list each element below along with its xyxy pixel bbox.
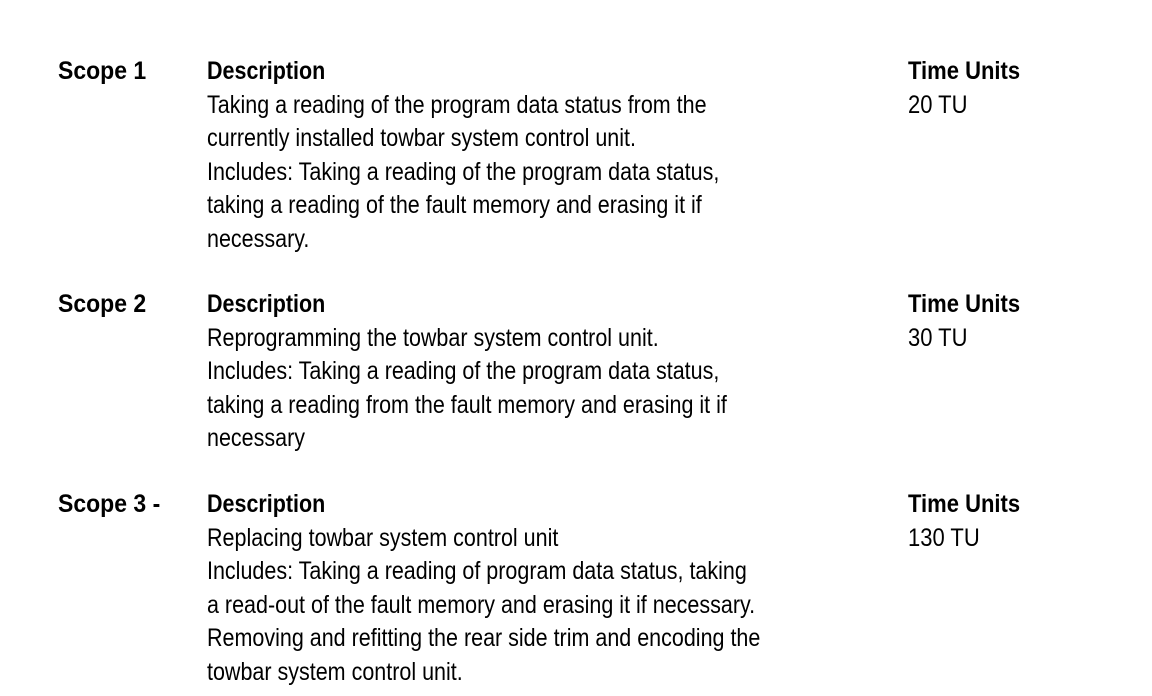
description-line: Taking a reading of the program data status from the: [207, 90, 707, 119]
time-units-column: [908, 288, 1119, 355]
description-heading: Description: [207, 290, 326, 318]
description-line: towbar system control unit.: [207, 657, 463, 686]
description-line: Replacing towbar system control unit: [207, 523, 559, 552]
description-line: Includes: Taking a reading of the program data status,: [207, 157, 720, 186]
time-units-heading: Time Units: [908, 490, 1021, 518]
time-units-value: 130 TU: [908, 523, 980, 552]
time-units-heading: Time Units: [908, 57, 1021, 85]
description-line: taking a reading from the fault memory and erasing it if: [207, 390, 727, 419]
description-line: necessary.: [207, 224, 310, 253]
description-column: [207, 488, 809, 689]
description-line: Includes: Taking a reading of the program data status,: [207, 357, 720, 385]
description-heading: Description: [207, 490, 326, 518]
description-heading: Description: [207, 57, 326, 85]
description-line: Includes: Taking a reading of program data status, taking: [207, 557, 747, 585]
description-column: [207, 288, 809, 456]
time-units-column: [908, 488, 1119, 555]
scope-label: Scope 2: [58, 290, 147, 318]
description-column: [207, 55, 809, 256]
time-units-heading: Time Units: [908, 290, 1021, 318]
time-units-value: 30 TU: [908, 323, 968, 352]
description-line: currently installed towbar system control unit.: [207, 124, 636, 152]
scope-label: Scope 1: [58, 57, 147, 85]
description-line: taking a reading of the fault memory and erasing it if: [207, 191, 702, 219]
description-line: Reprogramming the towbar system control unit.: [207, 323, 659, 352]
scope-label: Scope 3 -: [58, 490, 161, 518]
time-units-value: 20 TU: [908, 90, 968, 119]
time-units-column: [908, 55, 1119, 122]
description-line: a read-out of the fault memory and erasing it if necessary.: [207, 590, 756, 619]
description-line: Removing and refitting the rear side trim and encoding the: [207, 624, 761, 652]
description-line: necessary: [207, 424, 305, 452]
